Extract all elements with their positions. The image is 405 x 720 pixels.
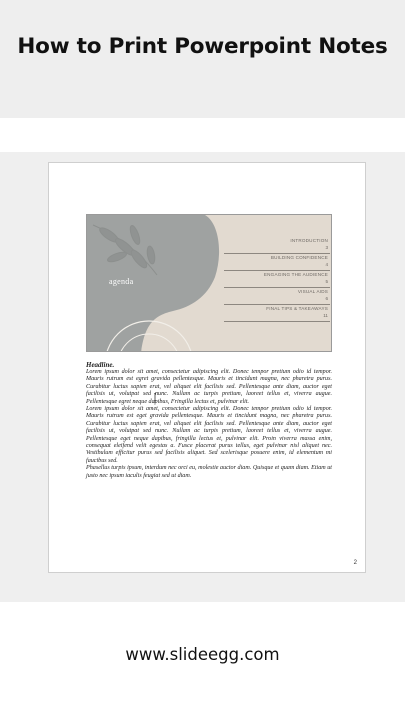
toc-item-label: INTRODUCTION: [290, 238, 328, 243]
header-band: [0, 0, 405, 118]
toc-item-label: FINAL TIPS & TAKEAWAYS: [266, 306, 328, 311]
toc-item: [224, 288, 330, 305]
slide-agenda-label: agenda: [109, 277, 134, 286]
toc-item-label: BUILDING CONFIDENCE: [270, 255, 328, 260]
notes-paragraph: Lorem ipsum dolor sit amet, consectetur adipiscing elit. Donec tempor pretium odio id tempor. Mauris rutrum est eget gravida pellentesque. Mauris et tincidunt magna, nec pharetra purus. Curabitur luctus sapien erat, vel aliquet elit facilisis sed. Pellentesque ante diam, auctor eget facilisis ut, volutpat sed nunc. Nullam ac turpis pretium, laoreet tellus et, viverra augue. Pellentesque eget neque dapibus, fringilla lectus et, pulvinar elit. Proin viverra massa enim, consequat eleifend velit egestas a. Fusce placerat purus tellus, eget pulvinar nisl aliquet nec. Vestibulum efficitur purus sed facilisis aliquet. Sed scelerisque posuere enim, id elementum mi faucibus sed.: [86, 406, 332, 464]
toc-item-label: VISUAL AIDS: [297, 289, 328, 294]
page-title: How to Print Powerpoint Notes: [17, 34, 388, 59]
toc-item-page: 6: [325, 296, 328, 301]
notes-headline: Headline.: [86, 361, 115, 369]
website-footer[interactable]: www.slideegg.com: [125, 645, 280, 664]
toc-item: [224, 254, 330, 271]
toc-item-page: 5: [325, 279, 328, 284]
slide-thumbnail[interactable]: [86, 214, 332, 352]
toc-item-label: ENGAGING THE AUDIENCE: [263, 272, 328, 277]
toc-item: [224, 237, 330, 254]
speaker-notes[interactable]: [86, 361, 332, 480]
text-cursor-icon: [153, 393, 161, 403]
toc-item-page: 3: [325, 245, 328, 250]
toc-item-page: 4: [325, 262, 328, 267]
toc-item-page: 11: [323, 313, 328, 318]
notes-paragraph: Lorem ipsum dolor sit amet, consectetur adipiscing elit. Donec tempor pretium odio id tempor. Mauris rutrum est egret gravida pellentesque. Mauris et tincidunt magna, nec pharetra purus. Curabitur luctus sapien erat, vel aliquet elit facilisis sed. Pellentesque ante diam, auctor eget facilisis ut, volutpat sed nunc. Nullam ac turpis pretium, laoreet tellus et, viverra augue. Pellentesque egret neque dapibus, Fringilla lectus et, pulvinar elit.: [86, 369, 332, 405]
slide-toc: [224, 237, 330, 322]
page-number: 2: [353, 560, 357, 566]
notes-paragraph: Phasellus turpis ipsum, interdum nec orci eu, molestie auctor diam. Quisque et quam diam. Etiam ut justo nec ipsum iaculis feugiat sed ut diam.: [86, 465, 332, 479]
toc-item: [224, 305, 330, 322]
notes-page-preview: [48, 162, 366, 573]
toc-item: [224, 271, 330, 288]
